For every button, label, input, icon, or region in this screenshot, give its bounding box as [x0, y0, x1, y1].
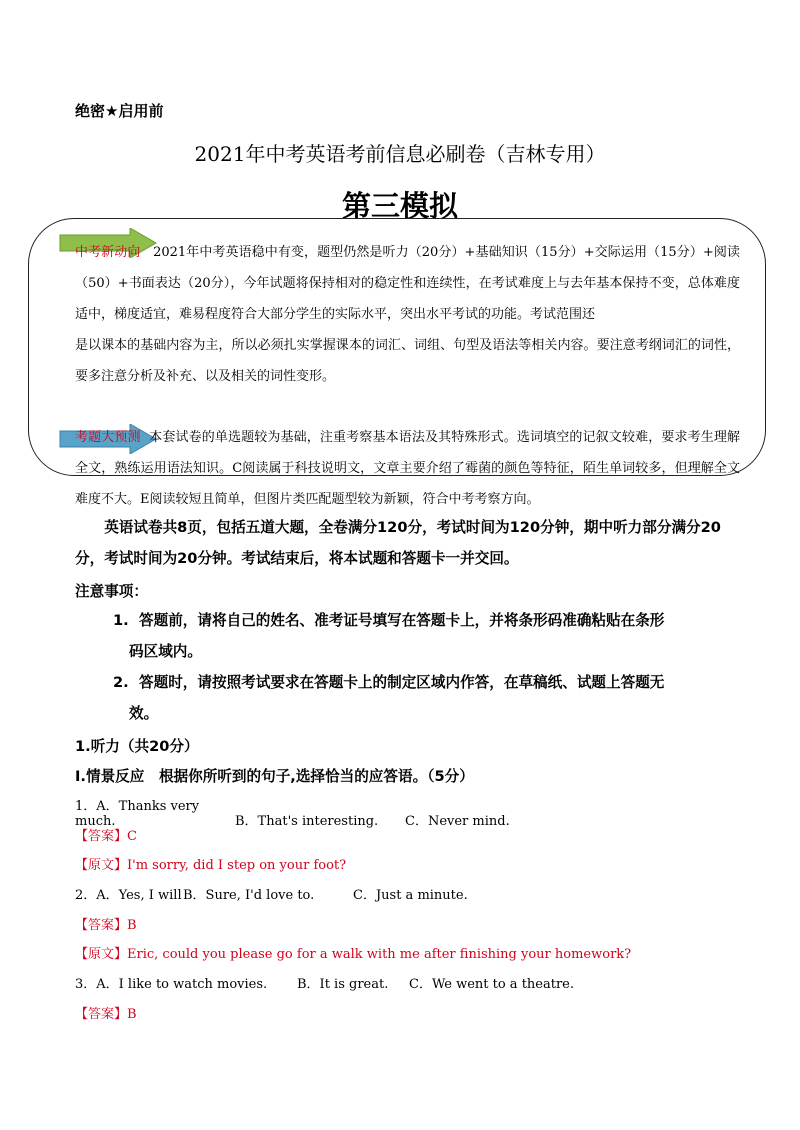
trend-tag: 中考新动向 [75, 245, 141, 260]
note-text: 答题时，请按照考试要求在答题卡上的制定区域内作答，在草稿纸、试题上答题无 [139, 674, 665, 691]
option-a: 3．A．I like to watch movies. [75, 977, 268, 992]
answer-label: 【答案】C [75, 829, 137, 844]
note-item [113, 667, 723, 729]
part-instruction: Ⅰ.情景反应 根据你所听到的句子,选择恰当的应答语。（5分） [75, 768, 474, 785]
option-c: C．We went to a theatre. [409, 977, 574, 992]
trend-text-2: 是以课本的基础内容为主，所以必须扎实掌握课本的词汇、词组、句型及语法等相关内容。要注意考纲词汇的词性，要多注意分析及补充、以及相关的词性变形。 [75, 338, 740, 384]
option-b: B．Sure, I'd love to. [183, 888, 315, 903]
trend-text-1: 2021年中考英语稳中有变，题型仍然是听力（20分）+基础知识（15分）+交际运用（15分）+阅读（50）+书面表达（20分），今年试题将保持相对的稳定性和连续性，在考试难度上与去年基本保持不变，总体难度适中，梯度适宜，难易程度符合大部分学生的实际水平，突出水平考试的功能。考试范围还 [75, 245, 740, 322]
predict-text: 本套试卷的单选题较为基础，注重考察基本语法及其特殊形式。选词填空的记叙文较难，要求考生理解全文，熟练运用语法知识。C阅读属于科技说明文，文章主要介绍了霉菌的颜色等特征，陌生单词较多，但理解全文难度不大。E阅读较短且简单，但图片类匹配题型较为新颖，符合中考考察方向。 [75, 430, 740, 507]
option-b: B．It is great. [297, 977, 389, 992]
exam-title: 2021年中考英语考前信息必刷卷（吉林专用） [194, 142, 606, 166]
option-b: B．That's interesting. [235, 814, 379, 829]
note-text-continued: 码区域内。 [129, 643, 202, 660]
original-text: 【原文】Eric, could you please go for a walk with me after finishing your homework? [75, 947, 632, 962]
option-c: C．Just a minute. [353, 888, 468, 903]
original-text: 【原文】I'm sorry, did I step on your foot? [75, 858, 347, 873]
trend-paragraph [75, 237, 740, 392]
answer-label: 【答案】B [75, 918, 137, 933]
note-text: 答题前，请将自己的姓名、准考证号填写在答题卡上，并将条形码准确粘贴在条形 [139, 612, 665, 629]
question-row [75, 973, 574, 992]
note-number: 1. [113, 612, 129, 629]
note-item [113, 605, 723, 667]
section-title: 1.听力（共20分） [75, 738, 199, 755]
question-row [75, 884, 468, 903]
answer-label: 【答案】B [75, 1007, 137, 1022]
exam-intro: 英语试卷共8页，包括五道大题，全卷满分120分，考试时间为120分钟，期中听力部分满分20分，考试时间为20分钟。考试结束后，将本试题和答题卡一并交回。 [75, 519, 721, 567]
predict-paragraph [75, 422, 740, 515]
note-text-continued: 效。 [129, 705, 159, 722]
confidential-mark: 绝密★启用前 [75, 102, 164, 120]
notes-title: 注意事项： [75, 583, 148, 600]
option-a: 2．A．Yes, I will [75, 888, 182, 903]
question-row [75, 795, 510, 829]
option-c: C．Never mind. [405, 814, 510, 829]
predict-tag: 考题大预测 [75, 430, 141, 445]
option-a: 1．A．Thanks very much. [75, 799, 200, 829]
exam-subtitle: 第三模拟 [341, 189, 458, 223]
note-number: 2. [113, 674, 129, 691]
